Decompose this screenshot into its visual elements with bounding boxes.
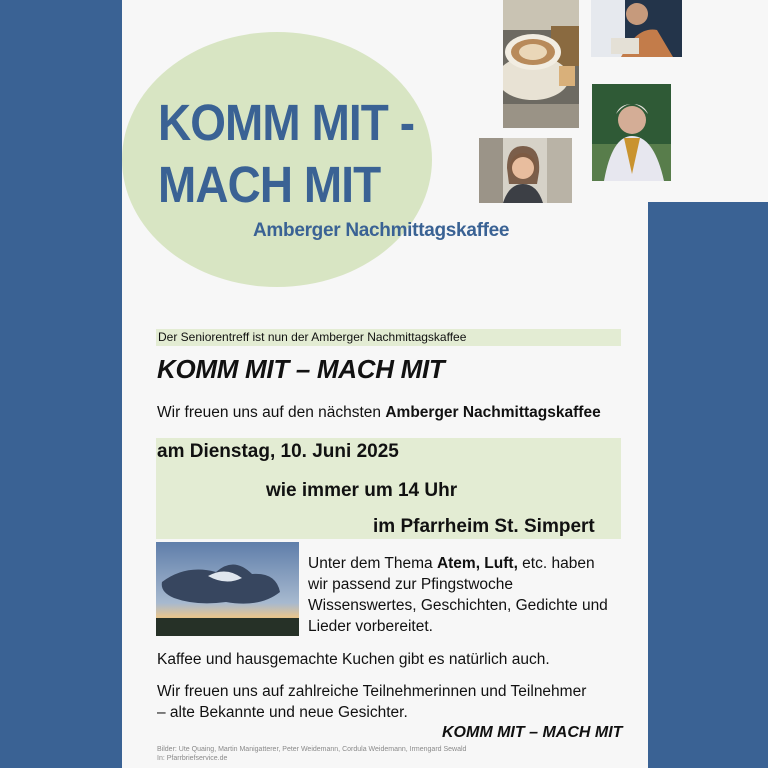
event-place: im Pfarrheim St. Simpert (373, 516, 595, 537)
young-woman-photo (479, 138, 572, 203)
invite-bold: Amberger Nachmittagskaffee (385, 404, 601, 421)
coffee-cup-photo (503, 0, 579, 128)
motto-heading: KOMM MIT – MACH MIT (157, 354, 445, 384)
welcome-text: Wir freuen uns auf zahlreiche Teilnehmerinnen und Teilnehmer – alte Bekannte und neue Gesichter. (157, 683, 587, 721)
photo-credits: Bilder: Ute Quaing, Martin Manigatterer, Peter Weidemann, Cordula Weidemann, Irmengard Sewald In: Pfarrbriefservice.de (157, 746, 467, 762)
theme-bold: Atem, Luft, (436, 555, 518, 572)
theme-pre: Unter dem Thema (308, 555, 437, 572)
hero-title: KOMM MIT - MACH MIT (158, 94, 415, 213)
intro-text: Der Seniorentreff ist nun der Amberger Nachmittagskaffee (158, 330, 467, 344)
theme-text (308, 553, 618, 637)
hero-subtitle: Amberger Nachmittagskaffee (253, 220, 510, 241)
event-time: wie immer um 14 Uhr (266, 480, 458, 501)
event-date: am Dienstag, 10. Juni 2025 (157, 441, 399, 462)
elderly-woman-photo (592, 84, 671, 181)
cloud-sky-photo (156, 542, 299, 636)
invite-lead: Wir freuen uns auf den nächsten (157, 404, 386, 421)
motto-footer: KOMM MIT – MACH MIT (442, 724, 623, 741)
theme-post: etc. haben wir passend zur Pfingstwoche Wissenswertes, Geschichten, Gedichte und Lieder vorbereitet. (308, 555, 608, 635)
invite-text (157, 404, 601, 422)
coffee-note: Kaffee und hausgemachte Kuchen gibt es natürlich auch. (157, 651, 550, 668)
man-reading-photo (591, 0, 682, 57)
